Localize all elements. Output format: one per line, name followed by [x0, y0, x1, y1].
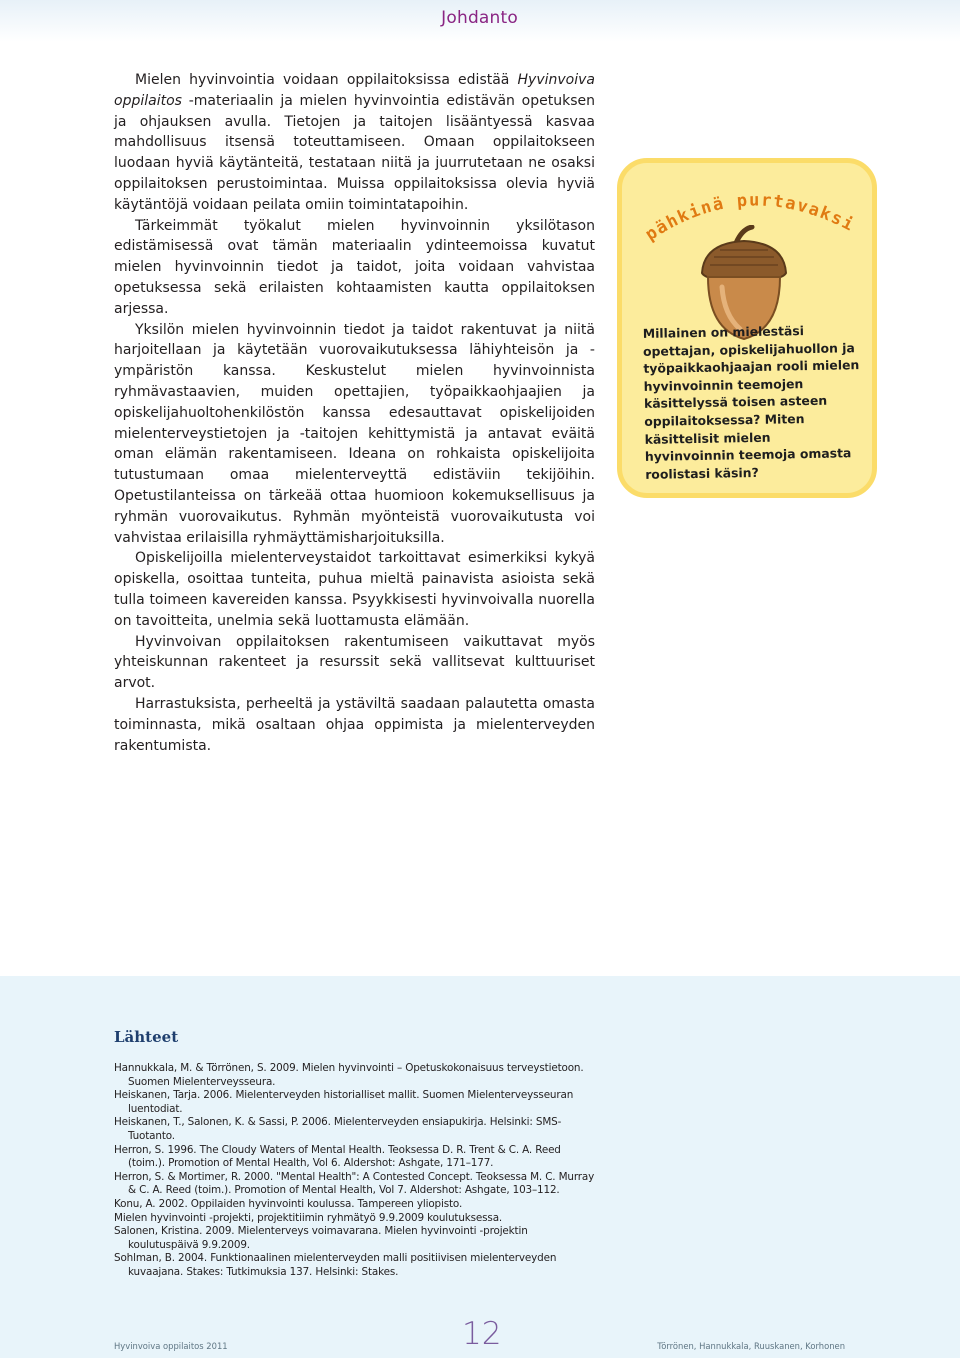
reference-item: Heiskanen, T., Salonen, K. & Sassi, P. 2006. Mielenterveyden ensiapukirja. Helsinki: SMS-Tuotanto.	[114, 1116, 562, 1142]
paragraph-1-rest: -materiaalin ja mielen hyvinvointia edistävän opetuksen ja ohjauksen avulla. Tietojen ja taitojen lisääntyessä kasvaa mahdollisuus itsensä toteuttamiseen. Omaan oppilaitokseen luodaan hyviä käytänteitä, testataan niitä ja juurrutetaan ne osaksi oppilaitoksen perustoimintaa. Muissa oppilaitoksissa olevia hyviä käytäntöjä voidaan peilata omiin toimintatapoihin.	[114, 92, 595, 213]
section-title: Johdanto	[441, 8, 518, 28]
reference-item: Hannukkala, M. & Törrönen, S. 2009. Mielen hyvinvointi – Opetuskokonaisuus terveystietoon. Suomen Mielenterveysseura.	[114, 1062, 584, 1088]
paragraph-4: Opiskelijoilla mielenterveystaidot tarkoittavat esimerkiksi kykyä opiskella, osoittaa tunteita, puhua mieltä painavista asioista sekä tulla toimeen kavereiden kanssa. Psyykkisesti hyvinvoivalla nuorella on tavoitteita, unelmia sekä luottamusta elämään.	[114, 550, 595, 629]
references-heading: Lähteet	[114, 1028, 179, 1046]
paragraph-1	[114, 70, 595, 216]
reference-item: Heiskanen, Tarja. 2006. Mielenterveyden historialliset mallit. Suomen Mielenterveysseuran luentodiat.	[114, 1089, 574, 1115]
callout-title-text: pähkinä purtavaksi	[641, 190, 858, 246]
reference-item: Konu, A. 2002. Oppilaiden hyvinvointi koulussa. Tampereen yliopisto.	[114, 1197, 463, 1210]
footer-publication: Hyvinvoiva oppilaitos 2011	[114, 1341, 228, 1351]
paragraph-3: Yksilön mielen hyvinvoinnin tiedot ja taidot rakentuvat ja niitä harjoitellaan ja käytetään vuorovaikutuksessa lähiyhteisön ja -ympäristön kanssa. Keskustelut mielen hyvinvoinnista ryhmävastaavien, muiden opettajien, työpaikkaohjaajien ja opiskelijahuoltohenkilöstön kanssa edesauttavat opiskelijoiden mielenterveystietojen ja -taitojen kehittymistä ja antavat eväitä oman elämän rakentamiseen. Ideana on rohkaista opiskelijoita tutustumaan omaa mielenterveyttä edistäviin tekijöihin. Opetustilanteissa on tärkeää ottaa huomioon kokemuksellisuus ja ryhmän vuorovaikutus. Ryhmän myönteistä vuorovaikutusta voi vahvistaa erilaisilla ryhmäyttämisharjoituksilla.	[114, 321, 595, 546]
main-text	[114, 70, 595, 756]
paragraph-1-italic-title: Hyvinvoiva oppilaitos	[114, 72, 595, 109]
paragraph-5: Hyvinvoivan oppilaitoksen rakentumiseen vaikuttavat myös yhteiskunnan rakenteet ja resurssit sekä vallitsevat kulttuuriset arvot.	[114, 633, 595, 692]
paragraph-1-start: Mielen hyvinvointia voidaan oppilaitoksissa edistää	[135, 72, 518, 88]
paragraph-2: Tärkeimmät työkalut mielen hyvinvoinnin yksilötason edistämisessä ovat tämän materiaalin ydinteemoissa kuvatut mielen hyvinvoinnin tiedot ja taidot, joita voidaan vahvistaa opetuksessa sekä erilaisten kohtaamisten kautta oppilaitoksen arjessa.	[114, 217, 595, 317]
footer-authors: Törrönen, Hannukkala, Ruuskanen, Korhonen	[657, 1341, 845, 1351]
references-list	[114, 1062, 596, 1280]
reference-item: Herron, S. 1996. The Cloudy Waters of Mental Health. Teoksessa D. R. Trent & C. A. Reed (toim.). Promotion of Mental Health, Vol 6. Aldershot: Ashgate, 171–177.	[114, 1143, 561, 1170]
callout-question: Millainen on mielestäsi opettajan, opiskelijahuollon ja työpaikkaohjaajan rooli mielen hyvinvoinnin teemojen käsittelyssä toisen asteen oppilaitoksessa? Miten käsittelisit mielen hyvinvoinnin teemoja omasta roolistasi käsin?	[642, 323, 860, 482]
paragraph-6: Harrastuksista, perheeltä ja ystäviltä saadaan palautetta omasta toiminnasta, mikä osaltaan ohjaa oppimista ja mielenterveyden rakentumista.	[114, 695, 595, 754]
reference-item: Mielen hyvinvointi -projekti, projektitiimin ryhmätyö 9.9.2009 koulutuksessa.	[114, 1211, 503, 1224]
reflection-callout	[617, 158, 877, 498]
page-number: 12	[462, 1316, 502, 1352]
reference-item: Sohlman, B. 2004. Funktionaalinen mielenterveyden malli positiivisen mielenterveyden kuvaajana. Stakes: Tutkimuksia 137. Helsinki: Stakes.	[114, 1252, 557, 1278]
reference-item: Salonen, Kristina. 2009. Mielenterveys voimavarana. Mielen hyvinvointi -projektin koulutuspäivä 9.9.2009.	[114, 1225, 528, 1251]
reference-item: Herron, S. & Mortimer, R. 2000. "Mental Health": A Contested Concept. Teoksessa M. C. Murray & C. A. Reed (toim.). Promotion of Mental Health, Vol 7. Aldershot: Ashgate, 103–112.	[114, 1170, 595, 1197]
